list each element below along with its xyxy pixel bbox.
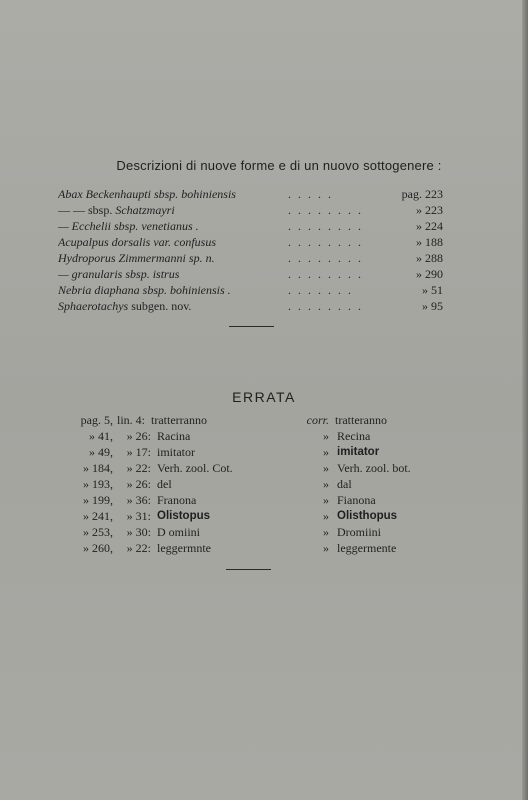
page-number: » 184, [83, 461, 113, 475]
list-item [58, 218, 443, 234]
correction-label: » [323, 525, 329, 539]
corrected-text: Verh. zool. bot. [337, 461, 411, 475]
corrected-text: imitator [337, 446, 380, 458]
corrected-text: dal [337, 477, 352, 491]
erroneous-text: del [157, 477, 172, 491]
leader-dots: ........ [288, 203, 368, 217]
page-ref: » 188 [416, 235, 443, 249]
correction-label: » [323, 541, 329, 555]
leader-dots: ........ [288, 299, 368, 313]
correction-label: » [323, 477, 329, 491]
erroneous-text: Olistopus [157, 510, 211, 522]
list-item [58, 298, 443, 314]
list-item [58, 250, 443, 266]
line-number: » 22: [126, 461, 151, 475]
table-row [75, 412, 435, 428]
list-item [58, 186, 443, 202]
erroneous-text: D omiini [157, 525, 201, 539]
taxon-name: Sphaerotachys [58, 299, 129, 313]
list-item [58, 234, 443, 250]
line-number: » 22: [126, 541, 151, 555]
taxon-rank: Schatzmayri [112, 203, 175, 217]
section-divider [226, 569, 271, 570]
leader-dots: ........ [288, 267, 368, 281]
table-row [75, 508, 435, 524]
taxon-rank: var. confusus [150, 235, 217, 249]
line-number: » 17: [126, 445, 151, 459]
page-number: » 241, [83, 509, 113, 523]
line-number: » 26: [126, 429, 151, 443]
erroneous-text: tratterranno [151, 413, 207, 427]
page-number: » 193, [83, 477, 113, 491]
errata-heading: ERRATA [232, 389, 296, 405]
page-number: » 199, [83, 493, 113, 507]
table-row [75, 428, 435, 444]
taxon-name: — granularis [58, 267, 123, 281]
taxon-name: Hydroporus Zimmermanni [58, 251, 186, 265]
correction-label: » [323, 509, 329, 523]
corrected-text: Olisthopus [337, 510, 398, 522]
table-row [75, 492, 435, 508]
page-number: » 260, [83, 541, 113, 555]
erroneous-text: Racina [157, 429, 191, 443]
leader-dots: ..... [288, 187, 338, 201]
table-row [75, 444, 435, 460]
correction-label: » [323, 445, 329, 459]
erroneous-text: Franona [157, 493, 197, 507]
corrected-text: Fianona [337, 493, 376, 507]
taxon-rank: sp. n. [185, 251, 215, 265]
page-number: » 253, [83, 525, 113, 539]
line-number: » 31: [126, 509, 151, 523]
erroneous-text: imitator [157, 445, 195, 459]
list-item [58, 282, 443, 298]
correction-label: » [323, 429, 329, 443]
page-number: pag. 5, [80, 413, 113, 427]
table-row [75, 476, 435, 492]
taxon-name: Acupalpus dorsalis [58, 235, 151, 249]
taxon-rank: sbsp. bohiniensis . [139, 283, 231, 297]
page-number: » 49, [89, 445, 113, 459]
table-row [75, 524, 435, 540]
page-ref: » 95 [422, 299, 443, 313]
page-ref: » 224 [416, 219, 443, 233]
leader-dots: ........ [288, 251, 368, 265]
taxon-rank: sbsp. istrus [122, 267, 180, 281]
line-number: » 26: [126, 477, 151, 491]
page-ref: pag. 223 [401, 187, 443, 201]
taxon-name: Abax Beckenhaupti [58, 187, 151, 201]
erroneous-text: leggermnte [157, 541, 211, 555]
corrected-text: tratteranno [335, 413, 387, 427]
erroneous-text: Verh. zool. Cot. [157, 461, 233, 475]
correction-label: corr. [306, 413, 329, 427]
page-ref: » 290 [416, 267, 443, 281]
line-number: lin. 4: [117, 413, 146, 427]
taxon-name: Nebria diaphana [58, 283, 140, 297]
table-row [75, 460, 435, 476]
taxon-rank: subgen. nov. [128, 299, 192, 313]
page-ref: » 288 [416, 251, 443, 265]
taxon-rank: sbsp. bohiniensis [150, 187, 236, 201]
line-number: » 30: [126, 525, 151, 539]
list-item [58, 266, 443, 282]
taxon-name: — — sbsp. [58, 203, 113, 217]
list-item [58, 202, 443, 218]
taxon-rank: sbsp. venetianus . [110, 219, 199, 233]
page-ref: » 51 [422, 283, 443, 297]
leader-dots: ........ [288, 219, 368, 233]
line-number: » 36: [126, 493, 151, 507]
correction-label: » [323, 461, 329, 475]
correction-label: » [323, 493, 329, 507]
leader-dots: ........ [288, 235, 368, 249]
corrected-text: leggermente [337, 541, 397, 555]
corrected-text: Dromiini [337, 525, 381, 539]
table-row [75, 540, 435, 556]
page-ref: » 223 [416, 203, 443, 217]
leader-dots: ....... [288, 283, 358, 297]
page-number: » 41, [89, 429, 113, 443]
section-divider [229, 326, 274, 327]
corrected-text: Recina [337, 429, 371, 443]
descriptions-heading: Descrizioni di nuove forme e di un nuovo sottogenere : [116, 158, 442, 173]
taxon-name: — Ecchelii [58, 219, 111, 233]
